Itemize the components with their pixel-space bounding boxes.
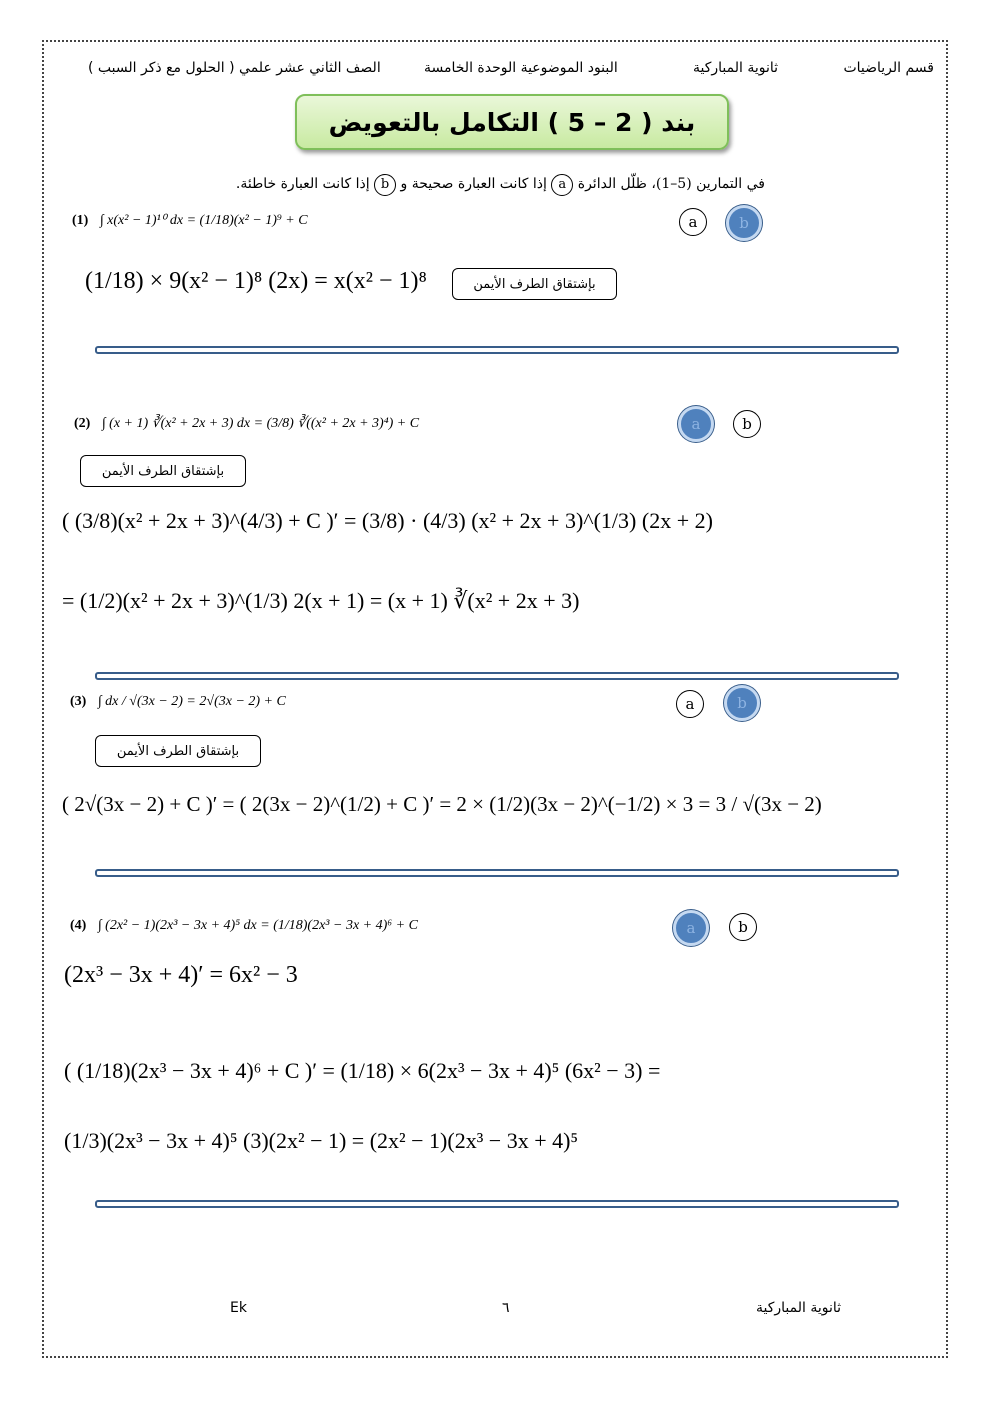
q2-solution-line-1: ( (3/8)(x² + 2x + 3)^(4/3) + C )′ = (3/8) · (4/3) (x² + 2x + 3)^(1/3) (2x + 2) (62, 508, 713, 533)
q1-option-b-selected[interactable]: b (726, 205, 762, 241)
q4-solution-line-2: ( (1/18)(2x³ − 3x + 4)⁶ + C )′ = (1/18) × 6(2x³ − 3x + 4)⁵ (6x² − 3) = (64, 1058, 661, 1083)
letter-a-circle: a (551, 174, 573, 196)
q2-option-b[interactable]: b (733, 410, 761, 438)
footer-right: ثانوية المباركية (756, 1300, 842, 1316)
divider-1 (95, 346, 899, 354)
question-2-statement: (2) ∫ (x + 1) ∛(x² + 2x + 3) dx = (3/8) ∛((x² + 2x + 3)⁴) + C (74, 416, 420, 431)
divider-4 (95, 1200, 899, 1208)
header-department: قسم الرياضيات (843, 60, 934, 76)
q1-option-a[interactable]: a (679, 208, 707, 236)
instructions: في التمارين (5–1)، ظلّل الدائرة a إذا كانت العبارة صحيحة و b إذا كانت العبارة خاطئة. (230, 174, 765, 196)
q4-solution-line-1: (2x³ − 3x + 4)′ = 6x² − 3 (64, 962, 298, 988)
header-unit: البنود الموضوعية الوحدة الخامسة (424, 60, 618, 76)
question-4-statement: (4) ∫ (2x² − 1)(2x³ − 3x + 4)⁵ dx = (1/18)(2x³ − 3x + 4)⁶ + C (70, 918, 418, 933)
header-grade: الصف الثاني عشر علمي ( الحلول مع ذكر السبب ) (88, 60, 381, 76)
q3-solution-line-1: ( 2√(3x − 2) + C )′ = ( 2(3x − 2)^(1/2) + C )′ = 2 × (1/2)(3x − 2)^(−1/2) × 3 = 3 / √(3x − 2) (62, 792, 822, 816)
divider-2 (95, 672, 899, 680)
section-title: بند ( 2 – 5 ) التكامل بالتعويض (295, 94, 729, 150)
question-3-statement: (3) ∫ dx / √(3x − 2) = 2√(3x − 2) + C (70, 694, 286, 709)
q1-note: بإشتقاق الطرف الأيمن (452, 268, 617, 300)
header-school: ثانوية المباركية (693, 60, 779, 76)
q3-note: بإشتقاق الطرف الأيمن (95, 735, 261, 767)
divider-3 (95, 869, 899, 877)
q4-option-a-selected[interactable]: a (673, 910, 709, 946)
q3-option-a[interactable]: a (676, 690, 704, 718)
q3-option-b-selected[interactable]: b (724, 685, 760, 721)
q2-solution-line-2: = (1/2)(x² + 2x + 3)^(1/3) 2(x + 1) = (x + 1) ∛(x² + 2x + 3) (62, 588, 580, 613)
question-1-statement: (1) ∫ x(x² − 1)¹⁰ dx = (1/18)(x² − 1)⁹ + C (72, 213, 308, 228)
q4-solution-line-3: (1/3)(2x³ − 3x + 4)⁵ (3)(2x² − 1) = (2x² − 1)(2x³ − 3x + 4)⁵ (64, 1128, 579, 1153)
q2-option-a-selected[interactable]: a (678, 406, 714, 442)
q2-note: بإشتقاق الطرف الأيمن (80, 455, 246, 487)
q4-option-b[interactable]: b (729, 913, 757, 941)
footer-page-number: ٦ (502, 1300, 510, 1316)
footer-left: Ek (230, 1300, 247, 1316)
letter-b-circle: b (374, 174, 396, 196)
q1-solution-line-1: (1/18) × 9(x² − 1)⁸ (2x) = x(x² − 1)⁸ (85, 268, 427, 294)
